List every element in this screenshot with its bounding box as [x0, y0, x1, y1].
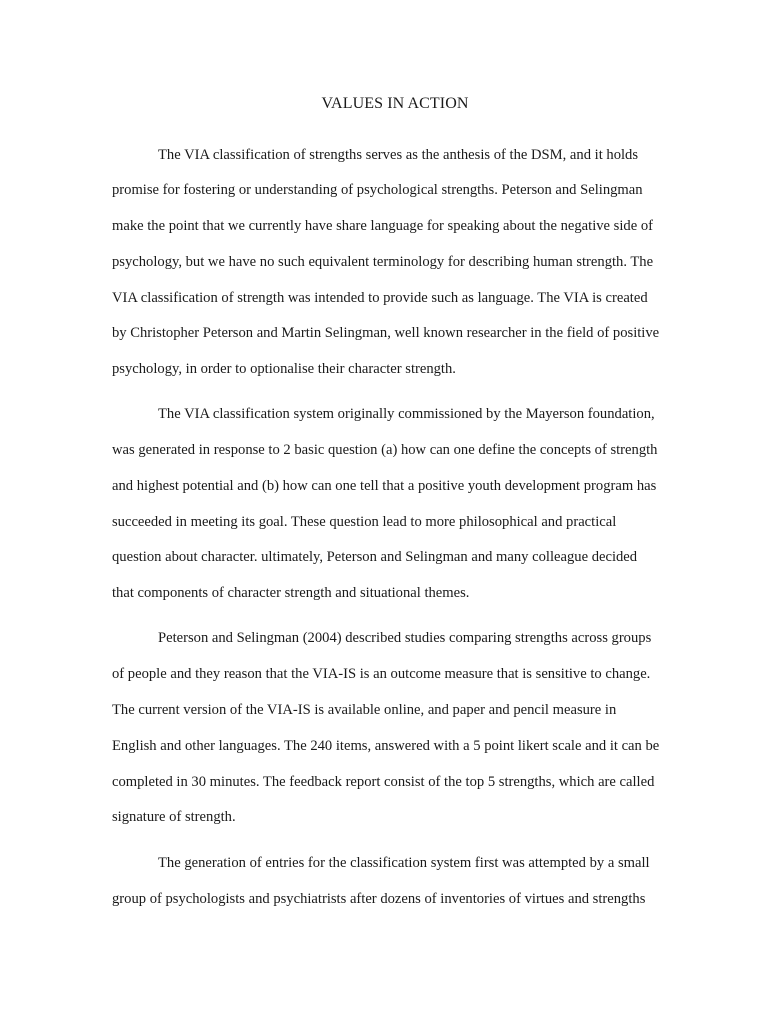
paragraph-line: that components of character strength and situational themes.: [112, 585, 470, 601]
paragraph-line: psychology, in order to optionalise their character strength.: [112, 361, 456, 377]
paragraph-line: The generation of entries for the classification system first was attempted by a small: [158, 855, 650, 871]
paragraph-line: completed in 30 minutes. The feedback report consist of the top 5 strengths, which are called: [112, 774, 655, 790]
paragraph-line: of people and they reason that the VIA-IS is an outcome measure that is sensitive to change.: [112, 666, 651, 682]
document-title: VALUES IN ACTION: [321, 95, 469, 112]
paragraph-line: The VIA classification system originally commissioned by the Mayerson foundation,: [158, 406, 655, 422]
paragraph-line: was generated in response to 2 basic question (a) how can one define the concepts of strength: [112, 442, 658, 458]
paragraph-line: psychology, but we have no such equivalent terminology for describing human strength. The: [112, 254, 654, 270]
paragraph-line: The VIA classification of strengths serves as the anthesis of the DSM, and it holds: [158, 147, 639, 163]
paragraph-line: The current version of the VIA-IS is available online, and paper and pencil measure in: [112, 702, 617, 718]
paragraph-line: make the point that we currently have share language for speaking about the negative side of: [112, 218, 653, 234]
paragraph-line: by Christopher Peterson and Martin Selingman, well known researcher in the field of positive: [112, 325, 660, 341]
paragraph-line: and highest potential and (b) how can one tell that a positive youth development program has: [112, 478, 657, 494]
paragraph-line: Peterson and Selingman (2004) described studies comparing strengths across groups: [158, 630, 652, 646]
paragraph-line: VIA classification of strength was intended to provide such as language. The VIA is created: [112, 290, 648, 306]
paragraph-line: question about character. ultimately, Peterson and Selingman and many colleague decided: [112, 549, 638, 565]
paragraph-line: succeeded in meeting its goal. These question lead to more philosophical and practical: [112, 514, 617, 530]
paragraph-line: promise for fostering or understanding of psychological strengths. Peterson and Selingman: [112, 182, 643, 198]
paragraph-line: English and other languages. The 240 items, answered with a 5 point likert scale and it can be: [112, 738, 660, 754]
paragraph-line: signature of strength.: [112, 809, 236, 825]
paragraph-line: group of psychologists and psychiatrists after dozens of inventories of virtues and strengths: [112, 891, 646, 907]
